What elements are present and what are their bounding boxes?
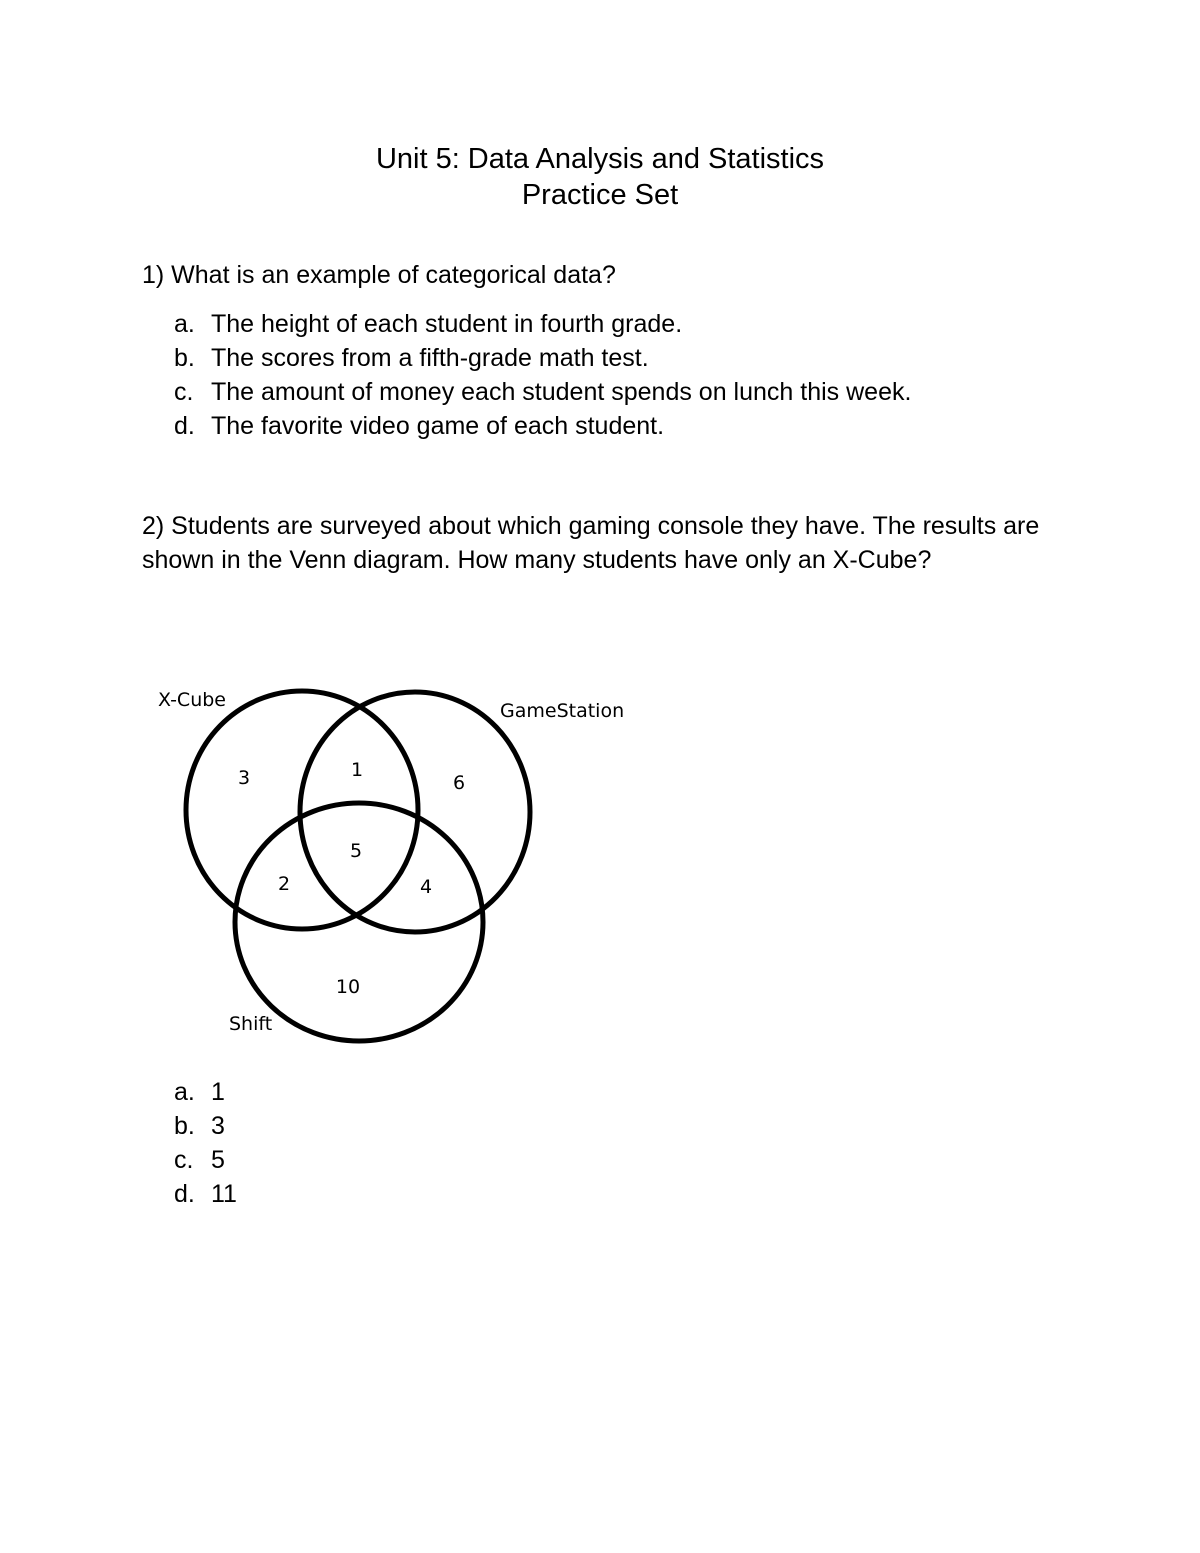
choice-text: 5: [211, 1146, 225, 1174]
list-item: [174, 409, 911, 443]
choice-letter: b.: [174, 1112, 195, 1140]
list-item: [174, 375, 911, 409]
choice-letter: b.: [174, 344, 195, 372]
shift-label: Shift: [229, 1013, 273, 1035]
choice-letter: d.: [174, 412, 195, 440]
list-item: [174, 307, 911, 341]
choice-text: 1: [211, 1078, 225, 1106]
region-xcube-only: 3: [237, 767, 251, 789]
question-1-choices: [174, 307, 911, 443]
choice-text: The scores from a fifth-grade math test.: [211, 344, 649, 372]
choice-letter: a.: [174, 310, 195, 338]
list-item: [174, 341, 911, 375]
region-shift-only: 10: [335, 976, 361, 998]
list-item: [174, 1143, 237, 1177]
gamestation-circle: [300, 692, 530, 932]
region-xcube-shift: 2: [277, 873, 291, 895]
region-all-three: 5: [349, 840, 363, 862]
region-xcube-gamestation: 1: [350, 759, 364, 781]
choice-letter: d.: [174, 1180, 195, 1208]
xcube-label: X-Cube: [158, 689, 226, 711]
title-line-2: Practice Set: [521, 179, 679, 211]
question-2-prompt: 2) Students are surveyed about which gaming console they have. The results are shown in the Venn diagram. How many students have only an X-Cube?: [142, 512, 1040, 574]
gamestation-label: GameStation: [500, 700, 625, 722]
choice-letter: a.: [174, 1078, 195, 1106]
list-item: [174, 1109, 237, 1143]
region-gamestation-only: 6: [452, 772, 466, 794]
choice-text: The height of each student in fourth grade.: [211, 310, 683, 338]
choice-text: 11: [211, 1180, 237, 1208]
choice-text: The amount of money each student spends on lunch this week.: [211, 378, 912, 406]
question-2-choices: [174, 1075, 237, 1211]
choice-text: 3: [211, 1112, 225, 1140]
question-1-prompt: 1) What is an example of categorical data?: [142, 261, 616, 289]
choice-text: The favorite video game of each student.: [211, 412, 665, 440]
choice-letter: c.: [174, 378, 194, 406]
list-item: [174, 1177, 237, 1211]
shift-circle: [235, 803, 483, 1041]
venn-diagram: [140, 670, 640, 1060]
region-gamestation-shift: 4: [419, 876, 433, 898]
title-line-1: Unit 5: Data Analysis and Statistics: [375, 143, 825, 175]
page-title: [0, 141, 1200, 213]
choice-letter: c.: [174, 1146, 194, 1174]
list-item: [174, 1075, 237, 1109]
